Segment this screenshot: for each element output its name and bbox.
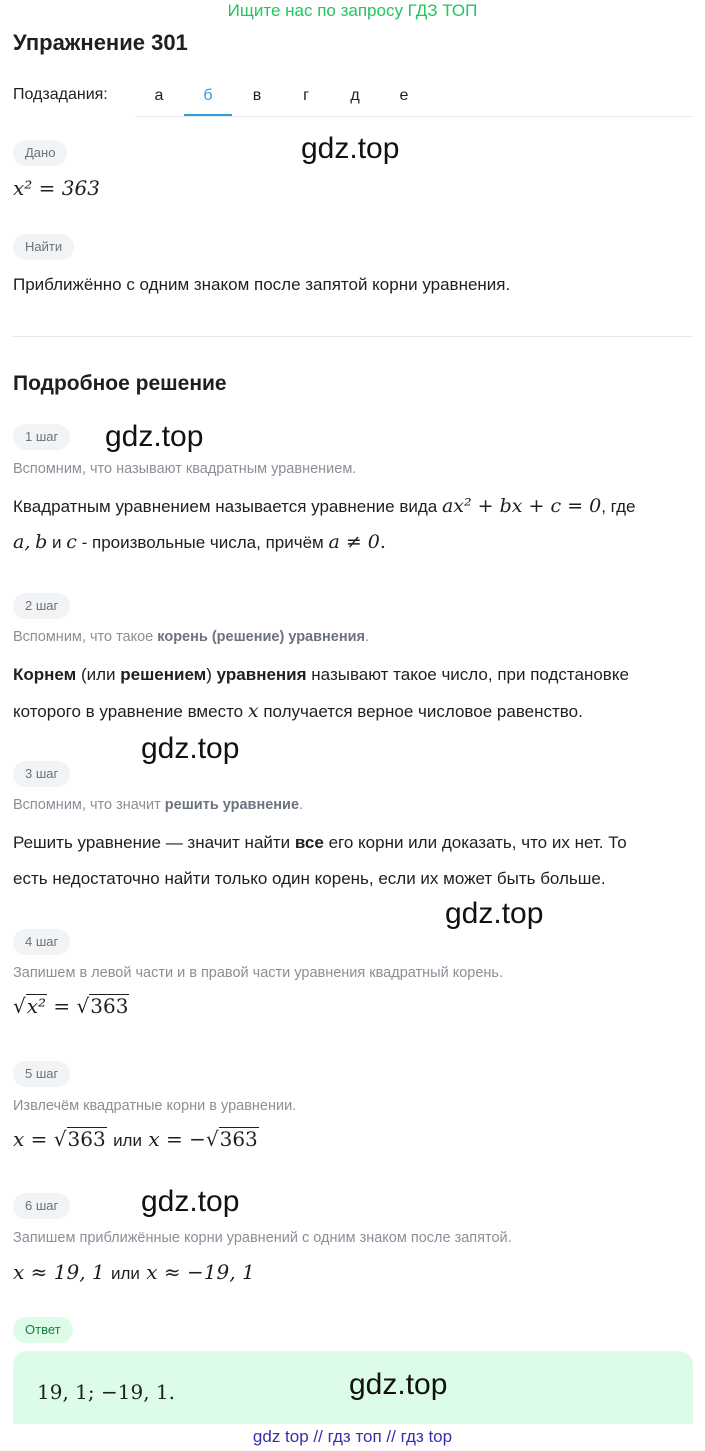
- find-badge: Найти: [13, 234, 74, 260]
- step-6-badge: 6 шаг: [13, 1193, 70, 1219]
- watermark: gdz.top: [445, 897, 544, 930]
- subtasks-label: Подзадания:: [13, 86, 108, 103]
- watermark: gdz.top: [301, 132, 400, 165]
- answer-badge: Ответ: [13, 1317, 73, 1343]
- step-3-line-1: Решить уравнение — значит найти все его корни или доказать, что их нет. То: [13, 833, 627, 852]
- watermark: gdz.top: [349, 1368, 448, 1401]
- tab-v[interactable]: в: [252, 87, 262, 104]
- watermark: gdz.top: [141, 732, 240, 765]
- tab-b[interactable]: б: [184, 78, 232, 116]
- step-5-equation: x = √363 или x = −√363: [13, 1127, 258, 1151]
- step-4-hint: Запишем в левой части и в правой части уравнения квадратный корень.: [13, 965, 503, 981]
- step-1-badge: 1 шаг: [13, 424, 70, 450]
- tab-e[interactable]: е: [399, 87, 409, 104]
- step-3-hint: Вспомним, что значит решить уравнение.: [13, 797, 304, 813]
- step-2-badge: 2 шаг: [13, 593, 70, 619]
- search-banner: Ищите нас по запросу ГДЗ ТОП: [227, 1, 478, 20]
- step-5-badge: 5 шаг: [13, 1061, 70, 1087]
- step-2-line-2: которого в уравнение вместо x получается верное числовое равенство.: [13, 700, 583, 722]
- watermark: gdz.top: [105, 420, 204, 453]
- subtask-tabs: [135, 78, 693, 117]
- given-badge: Дано: [13, 140, 67, 166]
- watermark: gdz.top: [141, 1185, 240, 1218]
- step-4-equation: √x² = √363: [13, 994, 129, 1018]
- find-text: Приближённо с одним знаком после запятой корни уравнения.: [13, 275, 511, 294]
- step-1-hint: Вспомним, что называют квадратным уравнением.: [13, 461, 357, 477]
- step-2-hint: Вспомним, что такое корень (решение) уравнения.: [13, 629, 370, 645]
- footer: gdz top // гдз топ // гдз top: [0, 1424, 705, 1450]
- page-title: Упражнение 301: [13, 30, 188, 55]
- step-6-hint: Запишем приближённые корни уравнений с одним знаком после запятой.: [13, 1230, 512, 1246]
- tab-a[interactable]: а: [154, 87, 164, 104]
- step-4-badge: 4 шаг: [13, 929, 70, 955]
- tab-d[interactable]: д: [350, 87, 360, 104]
- step-2-line-1: Корнем (или решением) уравнения называют такое число, при подстановке: [13, 665, 629, 684]
- step-1-line-1: Квадратным уравнением называется уравнение вида ax² + bx + c = 0, где: [13, 495, 636, 517]
- divider: [13, 336, 693, 337]
- answer-value: 19, 1; −19, 1.: [37, 1380, 175, 1404]
- tab-g[interactable]: г: [303, 87, 309, 104]
- solution-title: Подробное решение: [13, 372, 227, 395]
- step-1-line-2: a, b и c - произвольные числа, причём a ≠ 0.: [13, 531, 386, 553]
- step-3-badge: 3 шаг: [13, 761, 70, 787]
- step-5-hint: Извлечём квадратные корни в уравнении.: [13, 1098, 297, 1114]
- given-equation: x² = 363: [13, 176, 100, 200]
- step-6-equation: x ≈ 19, 1 или x ≈ −19, 1: [13, 1260, 255, 1284]
- step-3-line-2: есть недостаточно найти только один корень, если их может быть больше.: [13, 869, 606, 888]
